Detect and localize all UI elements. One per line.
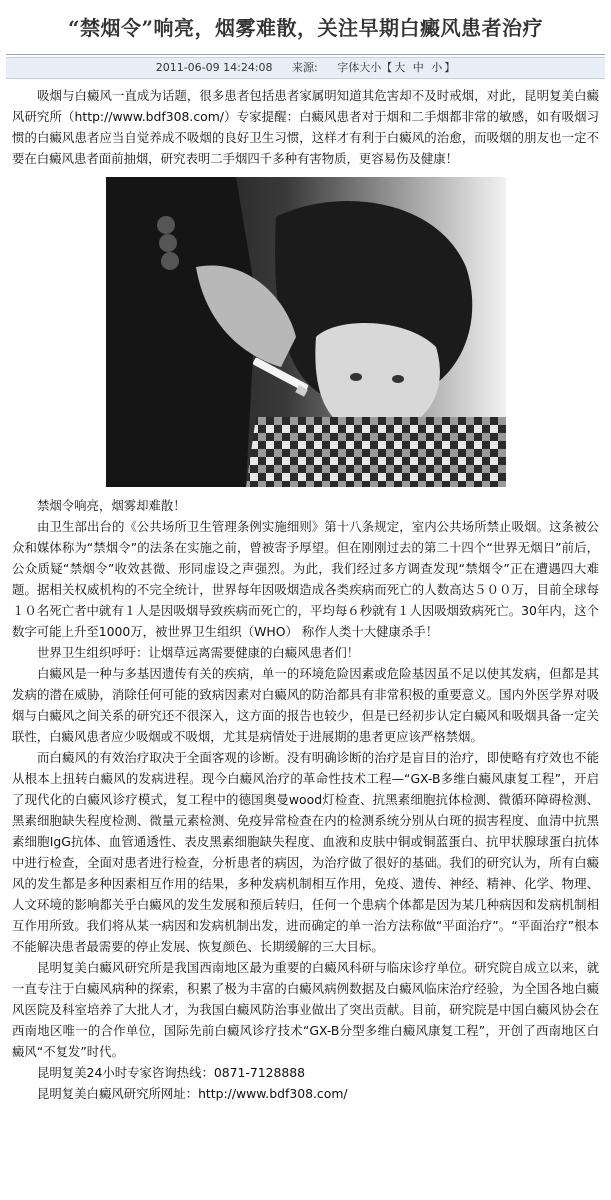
article-title: “禁烟令”响亮，烟雾难散，关注早期白癜风患者治疗 <box>67 16 543 40</box>
contact-info <box>12 1062 599 1104</box>
publish-datetime: 2011-06-09 14:24:08 <box>155 61 273 74</box>
hotline-text: 昆明复美24小时专家咨询热线：0871-7128888 <box>37 1065 306 1080</box>
font-size-control <box>337 58 455 78</box>
font-size-label: 字体大小【 <box>337 61 393 74</box>
body-paragraph: 由卫生部出台的《公共场所卫生管理条例实施细则》第十八条规定，室内公共场所禁止吸烟。这条被公众和媒体称为“禁烟令”的法条在实施之前，曾被寄予厚望。但在刚刚过去的第二十四个“世界无烟日”前后，公众质疑“禁烟令”收效甚微、形同虚设之声强烈。为此，我们经过多方调查发现“禁烟令”正在遭遇四大难题。据相关权威机构的不完全统计，世界每年因吸烟造成各类疾病而死亡的人数高达５００万，目前全球每１０名死亡者中就有１人是因吸烟导致疾病而死亡的，平均每６秒就有１人因吸烟致病死亡。30年内，这个数字可能上升至1000万，被世界卫生组织（WHO） 称作人类十大健康杀手！ <box>12 519 599 639</box>
article-meta-bar <box>6 57 605 79</box>
smoking-child-photo <box>106 177 506 487</box>
font-size-bracket-close: 】 <box>444 61 456 74</box>
body-paragraph: 白癜风是一种与多基因遗传有关的疾病，单一的环境危险因素或危险基因虽不足以使其发病，但都是其发病的潜在威胁，消除任何可能的致病因素对白癜风的防治都具有非常积极的重要意义。国内外医学界对吸烟与白癜风之间关系的研究还不很深入，这方面的报告也较少，但是已经初步认定白癜风和吸烟具备一定关联性，白癜风患者应少吸烟或不吸烟，尤其是病情处于进展期的患者更应该严格禁烟。 <box>12 666 599 744</box>
article-content <box>0 79 611 1104</box>
intro-paragraph: 吸烟与白癜风一直成为话题，很多患者包括患者家属明知道其危害却不及时戒烟，对此，昆明复美白癜风研究所（http://www.bdf308.com/）专家提醒：白癜风患者对于烟和二手烟都非常的敏感，如有吸烟习惯的白癜风患者应当自觉养成不吸烟的良好卫生习惯，这样才有利于白癜风的治愈，而吸烟的朋友也一定不要在白癜风患者面前抽烟，研究表明二手烟四千多种有害物质，更容易伤及健康！ <box>12 88 599 166</box>
body-paragraph: 而白癜风的有效治疗取决于全面客观的诊断。没有明确诊断的治疗是盲目的治疗，即使略有疗效也不能从根本上扭转白癜风的发病进程。现今白癜风治疗的革命性技术工程—“GX-B多维白癜风康复工程”，开启了现代化的白癜风诊疗模式，复工程中的德国奥曼wood灯检查、抗黑素细胞抗体检测、微循环障碍检测、黑素细胞缺失程度检测、微量元素检测、免疫异常检查在内的检测系统分别从白斑的损害程度、血清中抗黑素细胞IgG抗体、血管通透性、表皮黑素细胞缺失程度、血液和皮肤中铜或铜蓝蛋白、抗甲状腺球蛋白抗体中进行检查，全面对患者进行检查，分析患者的病因，为治疗做了很好的基础。我们的研究认为，所有白癜风的发生都是多种因素相互作用的结果，多种发病机制相互作用，免疫、遗传、神经、精神、化学、物理、人文环境的影响都关乎白癜风的发生发展和预后转归，任何一个患病个体都是因为某几种病因和发病机制相互作用所致。我们将从某一病因和发病机制出发，进而确定的单一治方法称做“平面治疗”。“平面治疗”根本不能解决患者最需要的停止发展、恢复颜色、长期缓解的三大目标。 <box>12 750 599 954</box>
body-paragraph: 昆明复美白癜风研究所是我国西南地区最为重要的白癜风科研与临床诊疗单位。研究院自成立以来，就一直专注于白癜风病种的探索，积累了极为丰富的白癜风病例数据及白癜风临床治疗经验，为全国各地白癜风医院及科室培养了大批人才，为我国白癜风防治事业做出了突出贡献。目前，研究院是中国白癜风协会在西南地区唯一的合作单位，国际先前白癜风诊疗技术“GX-B分型多维白癜风康复工程”，开创了西南地区白癜风“不复发”时代。 <box>12 960 599 1059</box>
website-text: 昆明复美白癜风研究所网址：http://www.bdf308.com/ <box>37 1086 348 1101</box>
source-label: 来源: <box>292 61 318 74</box>
font-size-big-link[interactable]: 大 <box>394 61 406 74</box>
font-size-medium-link[interactable]: 中 <box>412 61 424 74</box>
body-paragraph: 世界卫生组织呼吁：让烟草远离需要健康的白癜风患者们！ <box>37 645 360 660</box>
article-photo <box>12 177 599 487</box>
title-divider <box>6 54 605 55</box>
font-size-small-link[interactable]: 小 <box>431 61 443 74</box>
body-paragraph: 禁烟令响亮，烟雾却难散！ <box>37 498 186 513</box>
